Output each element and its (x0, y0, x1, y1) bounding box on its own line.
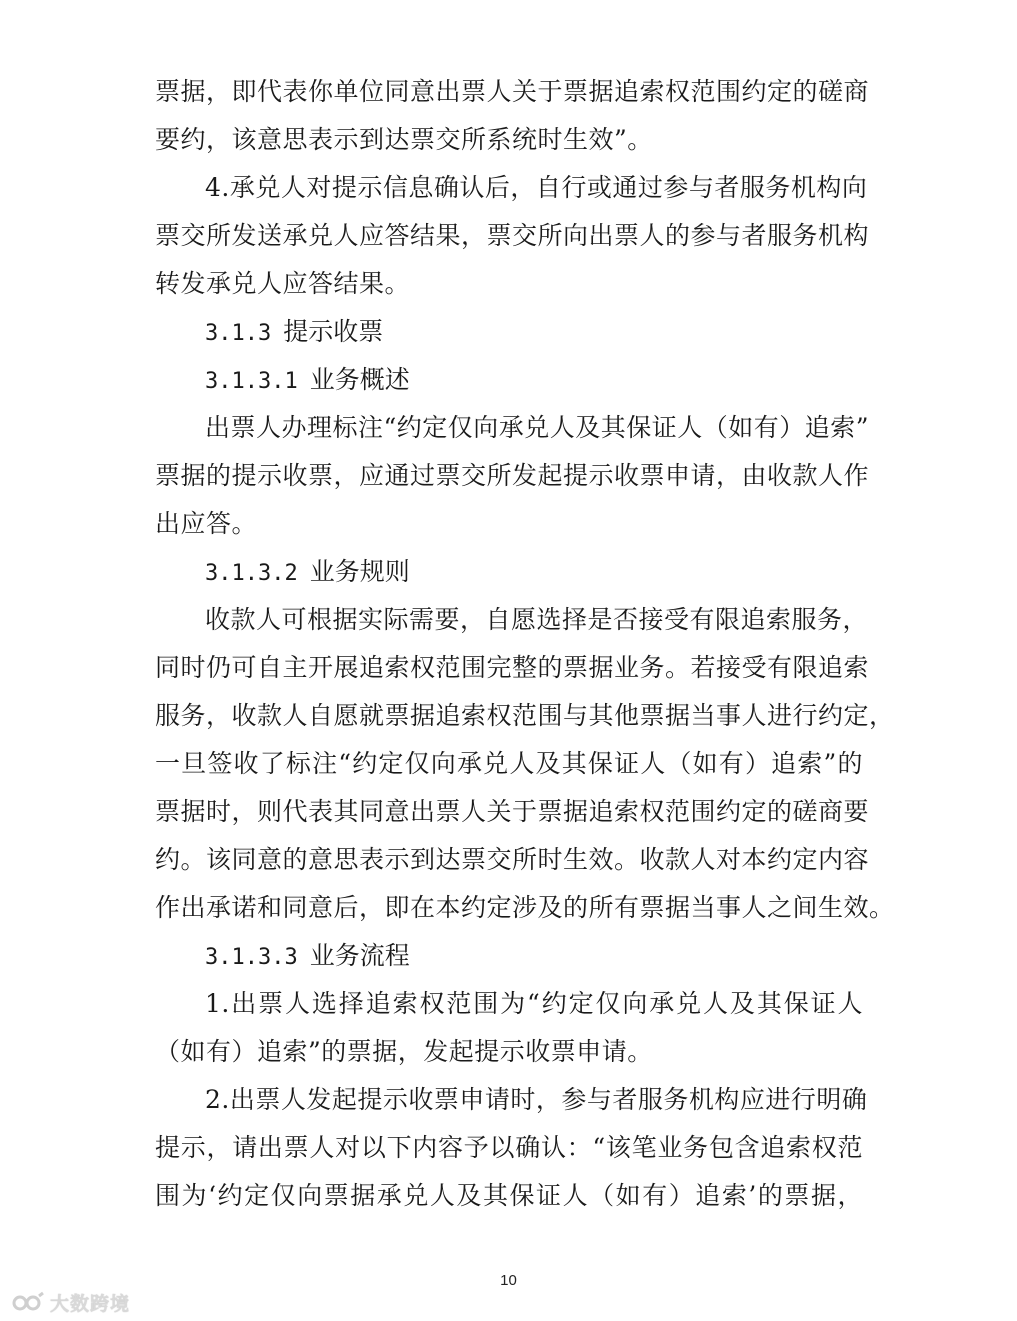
text-line: 票据的提示收票，应通过票交所发起提示收票申请，由收款人作 (155, 461, 870, 490)
section-title: 业务概述 (309, 365, 410, 394)
section-number: 3.1.3.1 (205, 369, 298, 394)
section-title: 业务规则 (309, 557, 410, 586)
text-line: 4.承兑人对提示信息确认后，自行或通过参与者服务机构向 (205, 173, 868, 202)
text-line: 同时仍可自主开展追索权范围完整的票据业务。若接受有限追索 (155, 653, 870, 682)
text-line: 出票人办理标注“约定仅向承兑人及其保证人（如有）追索” (205, 413, 870, 442)
section-title: 提示收票 (283, 317, 384, 346)
section-number: 3.1.3.3 (205, 945, 298, 970)
text-line: 服务，收款人自愿就票据追索权范围与其他票据当事人进行约定， (155, 701, 895, 730)
text-line: 要约，该意思表示到达票交所系统时生效”。 (155, 125, 653, 154)
section-title: 业务流程 (309, 941, 410, 970)
paragraph-continuation (155, 68, 870, 164)
text-line: 票据，即代表你单位同意出票人关于票据追索权范围约定的磋商 (155, 77, 870, 106)
paragraph-step-2 (155, 1076, 868, 1220)
paragraph-step-1 (155, 980, 863, 1076)
text-line: 作出承诺和同意后，即在本约定涉及的所有票据当事人之间生效。 (155, 893, 895, 922)
page-number: 10 (500, 1272, 517, 1289)
watermark (12, 1287, 130, 1317)
text-line: 提示，请出票人对以下内容予以确认：“该笔业务包含追索权范 (155, 1133, 863, 1162)
text-line: 一旦签收了标注“约定仅向承兑人及其保证人（如有）追索”的 (155, 749, 863, 778)
text-line: 票据时，则代表其同意出票人关于票据追索权范围约定的磋商要 (155, 797, 870, 826)
paragraph-overview (155, 404, 870, 548)
text-line: （如有）追索”的票据，发起提示收票申请。 (155, 1037, 653, 1066)
section-heading-3-1-3-2 (155, 548, 863, 596)
section-number: 3.1.3.2 (205, 561, 298, 586)
section-heading-3-1-3-1 (155, 356, 863, 404)
paragraph-rules (155, 596, 895, 932)
text-line: 出应答。 (155, 509, 258, 538)
section-number: 3.1.3 (205, 321, 272, 346)
watermark-logo-icon (12, 1290, 46, 1314)
text-line: 围为‘约定仅向票据承兑人及其保证人（如有）追索’的票据， (155, 1181, 863, 1210)
text-line: 约。该同意的意思表示到达票交所时生效。收款人对本约定内容 (155, 845, 870, 874)
text-line: 票交所发送承兑人应答结果，票交所向出票人的参与者服务机构 (155, 221, 870, 250)
section-heading-3-1-3-3 (155, 932, 863, 980)
text-line: 2.出票人发起提示收票申请时，参与者服务机构应进行明确 (205, 1085, 868, 1114)
section-heading-3-1-3 (155, 308, 863, 356)
text-line: 转发承兑人应答结果。 (155, 269, 411, 298)
watermark-text: 大数跨境 (50, 1293, 131, 1315)
text-line: 1.出票人选择追索权范围为“约定仅向承兑人及其保证人 (205, 989, 863, 1018)
page-body (155, 68, 895, 1220)
text-line: 收款人可根据实际需要，自愿选择是否接受有限追索服务， (205, 605, 869, 634)
paragraph-step-4 (155, 164, 870, 308)
